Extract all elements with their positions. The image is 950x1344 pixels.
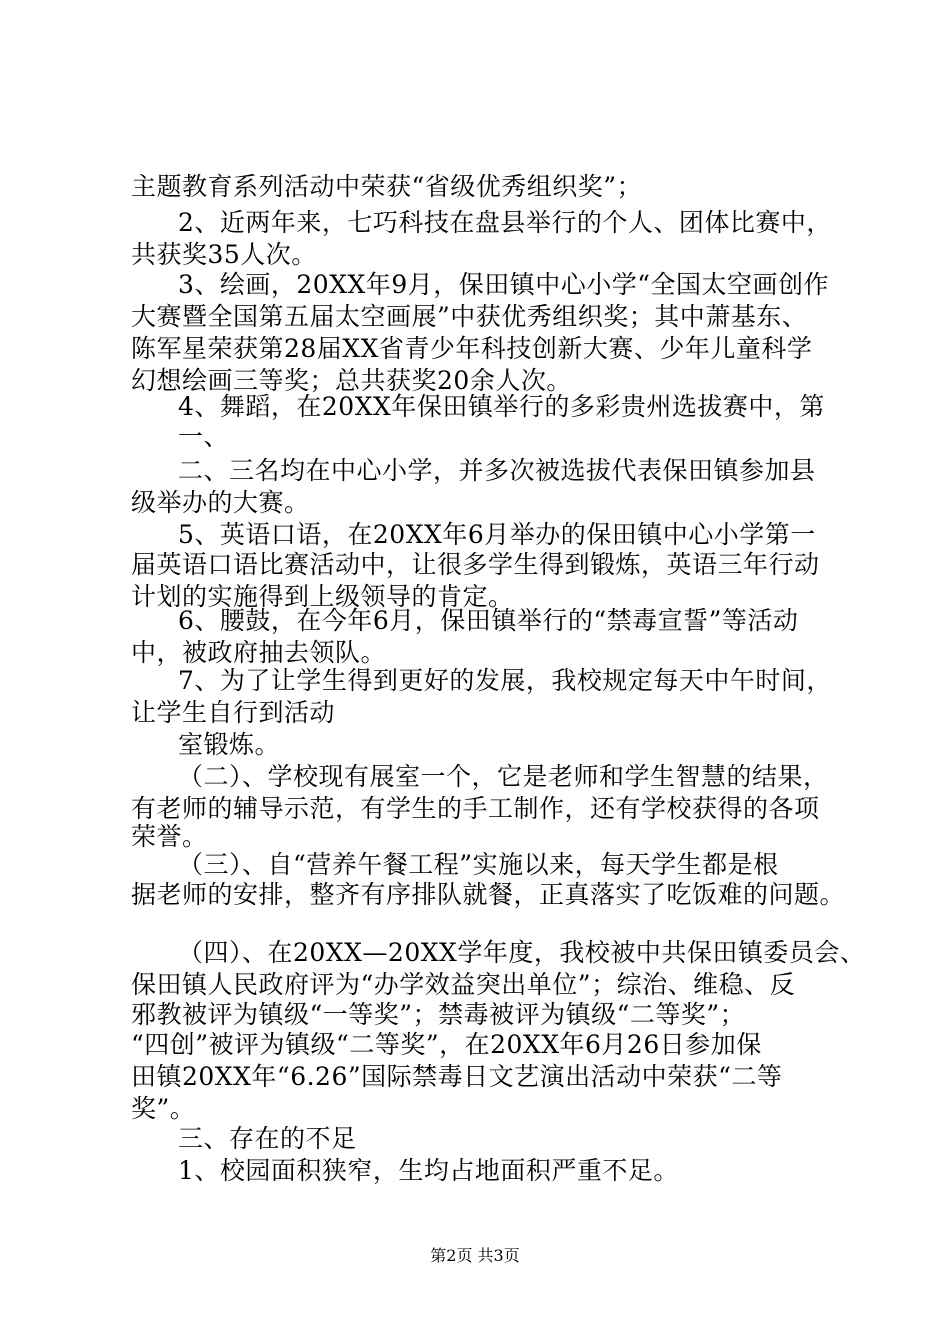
page-footer: 第2页 共3页 (430, 1246, 520, 1265)
text-line-25: （四）、在20XX—20XX学年度，我校被中共保田镇委员会、 (178, 938, 866, 967)
text-line-13: 届英语口语比赛活动中，让很多学生得到锻炼，英语三年行动 (131, 550, 820, 579)
text-line-22: 荣誉。 (131, 822, 208, 851)
text-line-2: 2、近两年来，七巧科技在盘县举行的个人、团体比赛中， (178, 208, 832, 237)
text-line-16: 中，被政府抽去领队。 (131, 638, 387, 667)
text-line-1: 主题教育系列活动中荣获“省级优秀组织奖”； (131, 172, 643, 201)
text-line-23: （三）、自“营养午餐工程”实施以来，每天学生都是根 (178, 850, 779, 879)
text-line-10: 二、三名均在中心小学，并多次被选拔代表保田镇参加县 (178, 456, 816, 485)
text-line-30: 奖”。 (131, 1094, 196, 1123)
text-line-20: （二）、学校现有展室一个，它是老师和学生智慧的结果， (178, 762, 829, 791)
text-line-31: 三、存在的不足 (178, 1124, 357, 1153)
text-line-9: 一、 (178, 422, 230, 451)
text-line-19: 室锻炼。 (178, 730, 281, 759)
text-line-28: “四创”被评为镇级“二等奖”，在20XX年6月26日参加保 (131, 1030, 762, 1059)
text-line-7: 幻想绘画三等奖；总共获奖20余人次。 (131, 366, 572, 395)
text-line-29: 田镇20XX年“6.26”国际禁毒日文艺演出活动中荣获“二等 (131, 1062, 783, 1091)
text-line-17: 7、为了让学生得到更好的发展，我校规定每天中午时间， (178, 666, 832, 695)
text-line-8: 4、舞蹈，在20XX年保田镇举行的多彩贵州选拔赛中，第 (178, 392, 825, 421)
text-line-18: 让学生自行到活动 (131, 698, 336, 727)
text-line-27: 邪教被评为镇级“一等奖”；禁毒被评为镇级“二等奖”； (131, 1000, 746, 1029)
text-line-3: 共获奖35人次。 (131, 240, 317, 269)
text-line-15: 6、腰鼓，在今年6月，保田镇举行的“禁毒宣誓”等活动 (178, 606, 799, 635)
text-line-5: 大赛暨全国第五届太空画展”中获优秀组织奖；其中萧基东、 (131, 302, 808, 331)
text-line-32: 1、校园面积狭窄，生均占地面积严重不足。 (178, 1156, 679, 1185)
text-line-4: 3、绘画，20XX年9月，保田镇中心小学“全国太空画创作 (178, 270, 830, 299)
text-line-12: 5、英语口语，在20XX年6月举办的保田镇中心小学第一 (178, 520, 816, 549)
text-line-14: 计划的实施得到上级领导的肯定。 (131, 582, 514, 611)
text-line-26: 保田镇人民政府评为“办学效益突出单位”；综治、维稳、反 (131, 970, 796, 999)
text-line-21: 有老师的辅导示范，有学生的手工制作，还有学校获得的各项 (131, 794, 820, 823)
text-line-11: 级举办的大赛。 (131, 488, 310, 517)
text-line-6: 陈军星荣获第28届XX省青少年科技创新大赛、少年儿童科学 (131, 334, 813, 363)
text-line-24: 据老师的安排，整齐有序排队就餐，正真落实了吃饭难的问题。 (131, 880, 846, 909)
